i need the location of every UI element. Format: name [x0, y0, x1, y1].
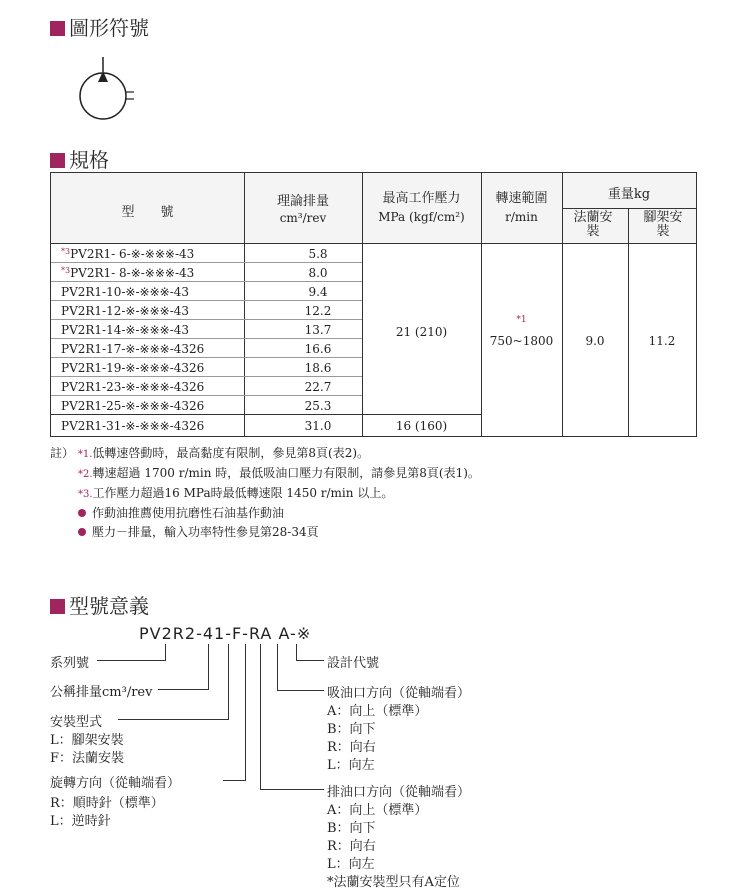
note-1: 註） *1.低轉速啓動時，最高黏度有限制，參見第8頁(表2)。 — [50, 446, 370, 460]
note-bullet-2: 壓力－排量，輸入功率特性參見第28-34頁 — [50, 523, 480, 542]
design-label: 設計代號 — [327, 656, 380, 671]
discharge-title: 排油口方向（從軸端看） — [327, 785, 471, 800]
disp-cell: 25.3 — [304, 399, 332, 413]
section-marker-icon — [50, 153, 65, 168]
col-disp-header: 理論排量 — [276, 194, 329, 209]
mount-title: 安裝型式 — [50, 715, 103, 730]
table-row: PV2R1-31-※-※※※-4326 — [61, 419, 205, 433]
disp-cell: 13.7 — [304, 323, 332, 337]
disp-cell: 31.0 — [304, 419, 332, 433]
suction-a: A：向上（標準） — [327, 704, 428, 719]
disp-cell: 5.8 — [308, 247, 328, 261]
mount-l: L：腳架安裝 — [50, 733, 124, 748]
disp-cell: 16.6 — [304, 342, 332, 356]
table-row: PV2R1-10-※-※※※-43 — [61, 285, 190, 299]
note-2: *2.轉速超過 1700 r/min 時，最低吸油口壓力有限制，請參見第8頁(表1)。 — [78, 466, 480, 480]
col-pressure-header: 最高工作壓力 — [382, 191, 461, 206]
col-speed-unit: r/min — [505, 210, 538, 224]
table-row: PV2R1-14-※-※※※-43 — [61, 323, 190, 337]
table-row: $^{*3}$PV2R1- 6-※-※※※-43 — [61, 247, 195, 261]
col-pressure-unit: MPa (kgf/cm²) — [378, 210, 465, 224]
table-row: PV2R1-17-※-※※※-4326 — [61, 342, 205, 356]
suction-b: B：向下 — [327, 722, 376, 737]
disp-cell: 18.6 — [304, 361, 332, 375]
suction-l: L：向左 — [327, 758, 375, 773]
discharge-l: L：向左 — [327, 857, 375, 872]
pump-symbol-icon — [70, 55, 140, 125]
section-marker-icon — [50, 599, 65, 614]
table-row: PV2R1-19-※-※※※-4326 — [61, 361, 205, 375]
bullet-icon — [78, 528, 86, 536]
model-section-title: 型號意義 — [50, 590, 149, 619]
rot-r: R：順時針（標準） — [50, 796, 164, 811]
suction-r: R：向右 — [327, 740, 376, 755]
bullet-icon — [78, 509, 86, 517]
col-foot-header: 腳架安裝 — [643, 210, 683, 239]
pressure-main-cell: 21 (210) — [395, 325, 448, 339]
col-weight-header: 重量kg — [607, 187, 651, 202]
table-row: PV2R1-23-※-※※※-4326 — [61, 380, 205, 394]
mount-f: F：法蘭安裝 — [50, 751, 125, 766]
speed-mark: *1 — [516, 315, 527, 325]
spec-table — [50, 172, 697, 437]
speed-cell: 750~1800 — [489, 334, 554, 348]
section-marker-icon — [50, 21, 65, 36]
disp-cell: 22.7 — [304, 380, 332, 394]
series-label: 系列號 — [50, 656, 90, 671]
disp-cell: 12.2 — [304, 304, 332, 318]
disp-label: 公稱排量cm³/rev — [50, 685, 153, 700]
discharge-b: B：向下 — [327, 821, 376, 836]
model-code: PV2R2-41-F-RA A-※ — [139, 624, 312, 643]
notes-block — [50, 444, 480, 542]
col-speed-header: 轉速範圍 — [495, 191, 548, 206]
disp-cell: 8.0 — [308, 266, 328, 280]
note-bullet-1: 作動油推薦使用抗磨性石油基作動油 — [50, 504, 480, 523]
spec-section-title: 規格 — [50, 144, 109, 173]
discharge-r: R：向右 — [327, 839, 376, 854]
table-row: PV2R1-25-※-※※※-4326 — [61, 399, 205, 413]
rot-l: L：逆時針 — [50, 814, 111, 829]
table-row: $^{*3}$PV2R1- 8-※-※※※-43 — [61, 266, 195, 280]
rot-title: 旋轉方向（從軸端看） — [50, 776, 181, 791]
note-3: *3.工作壓力超過16 MPa時最低轉速限 1450 r/min 以上。 — [78, 486, 394, 500]
suction-title: 吸油口方向（從軸端看） — [327, 686, 471, 701]
discharge-a: A：向上（標準） — [327, 803, 428, 818]
disp-cell: 9.4 — [308, 285, 328, 299]
col-disp-unit: cm³/rev — [279, 211, 327, 225]
discharge-note: *法蘭安裝型只有A定位 — [327, 875, 460, 890]
table-row: PV2R1-12-※-※※※-43 — [61, 304, 190, 318]
weight-flange-cell: 9.0 — [585, 334, 605, 348]
col-model-header: 型 號 — [121, 205, 174, 220]
col-flange-header: 法蘭安裝 — [573, 210, 613, 239]
symbol-section-title: 圖形符號 — [50, 12, 149, 41]
pressure-last-cell: 16 (160) — [395, 419, 448, 433]
weight-foot-cell: 11.2 — [648, 334, 676, 348]
